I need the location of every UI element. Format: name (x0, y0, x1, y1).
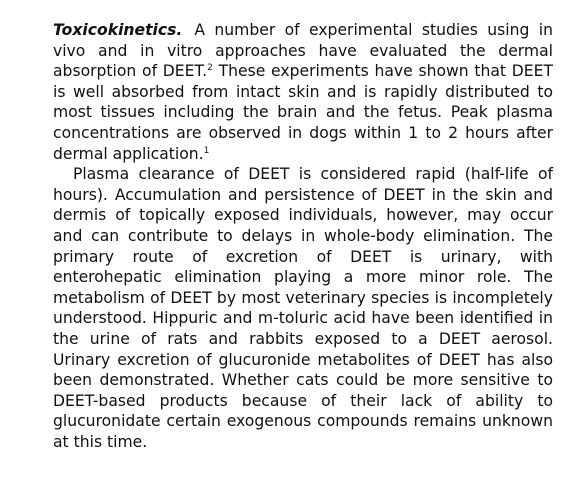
paragraph-1-text-b: These experiments have shown that DEET is well absorbed from intact skin and is rapidly distributed to most tissues including the brain and the fetus. Peak plasma concentrations are observed in dogs within 1 to 2 hours after dermal application. (53, 62, 553, 163)
paragraph-toxicokinetics (53, 20, 553, 164)
paragraph-1-text-a: A number of experimental studies using in vivo and in vitro approaches have evaluated the dermal absorption of DEET. (53, 21, 553, 81)
section-heading: Toxicokinetics. (53, 21, 183, 39)
reference-superscript: 2 (207, 63, 213, 74)
reference-superscript: 1 (203, 145, 210, 156)
paragraph-plasma-clearance: Plasma clearance of DEET is considered rapid (half-life of hours). Accumulation and persistence of DEET in the skin and dermis of topically exposed individuals, however, may occur and can contribute to delays in whole-body elimination. The primary route of excretion of DEET is urinary, with enterohepatic elimination playing a more minor role. The metabolism of DEET by most veterinary species is incompletely understood. Hippuric and m-toluric acid have been identified in the urine of rats and rabbits exposed to a DEET aerosol. Urinary excretion of glucuronide metabolites of DEET has also been demonstrated. Whether cats could be more sensitive to DEET-based products because of their lack of ability to glucuronidate certain exogenous compounds remains unknown at this time. (53, 165, 553, 451)
document-body (53, 20, 553, 452)
